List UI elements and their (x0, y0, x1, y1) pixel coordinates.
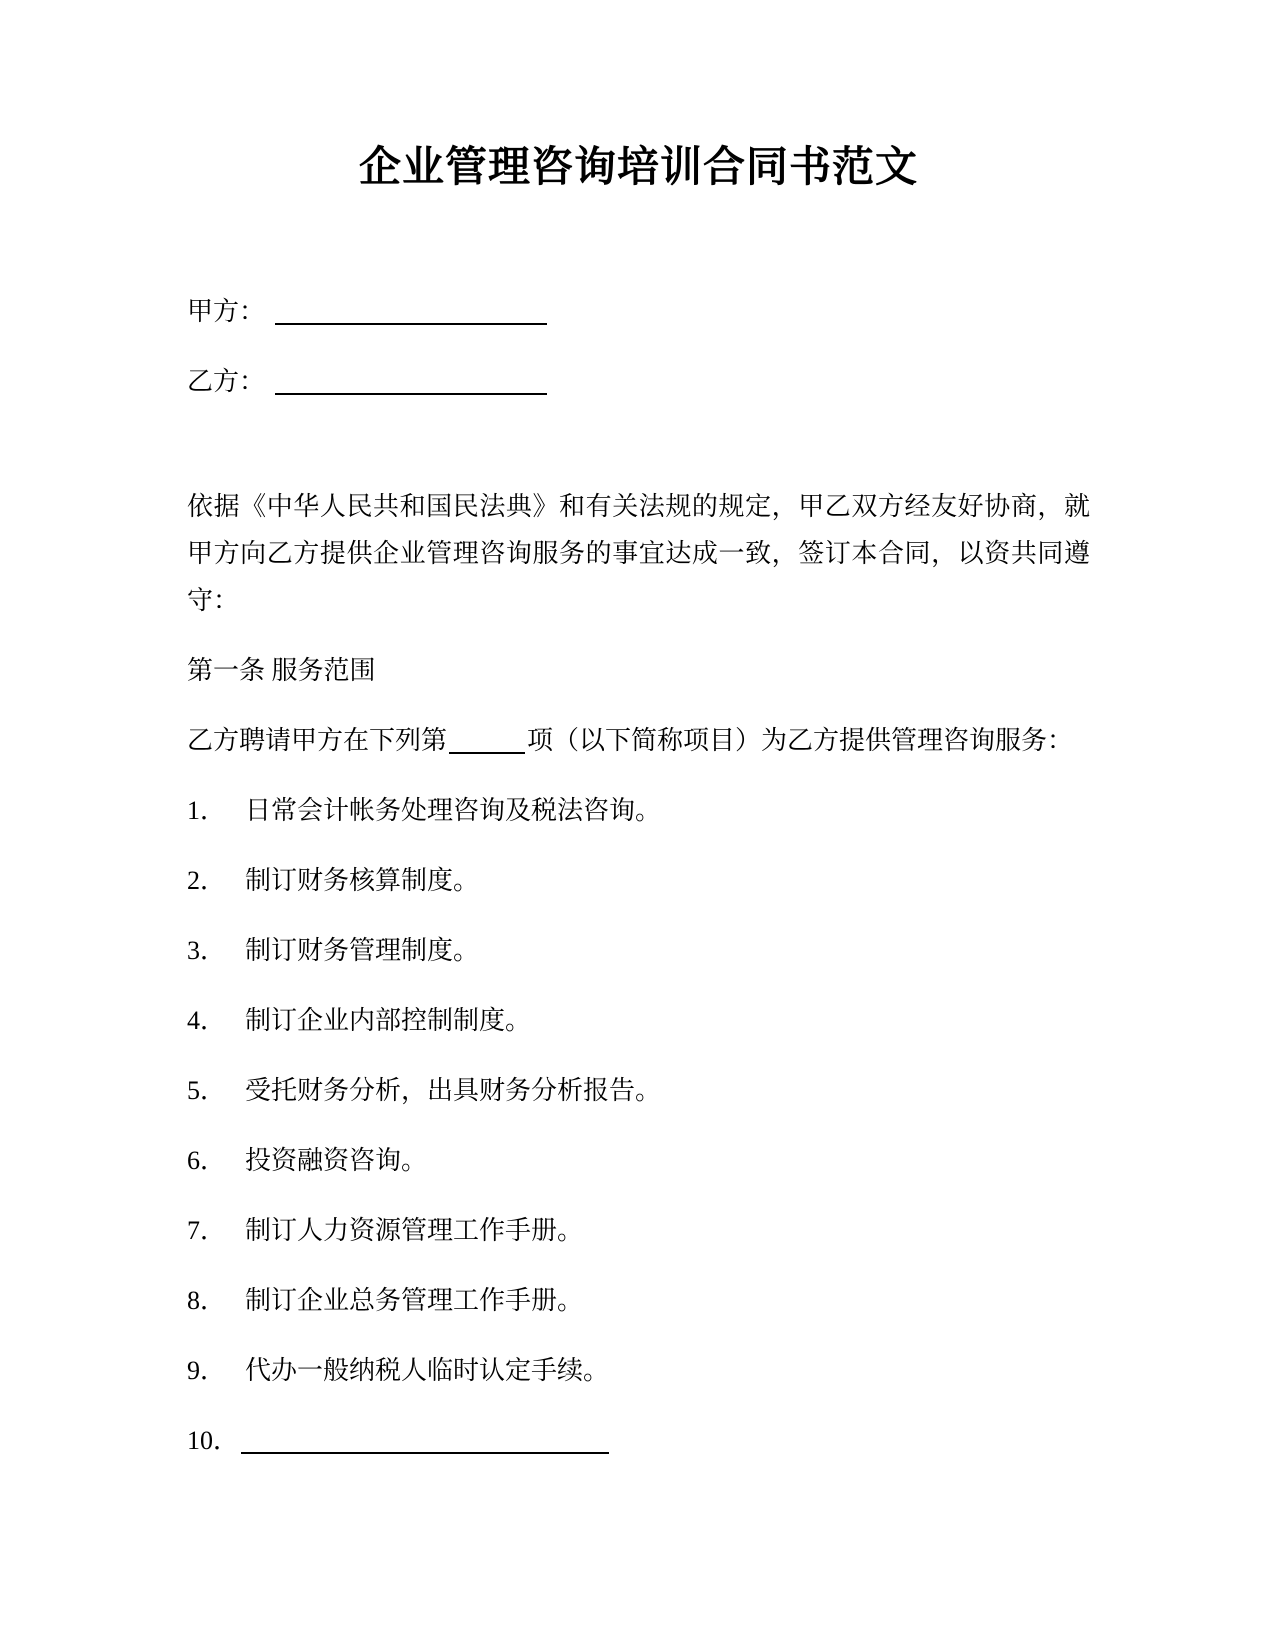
document-title: 企业管理咨询培训合同书范文 (358, 145, 918, 191)
party-b-label: 乙方： (187, 367, 266, 396)
clause-fill-in-line (449, 726, 525, 754)
service-item-text: 制订企业总务管理工作手册。 (245, 1286, 584, 1315)
service-item-number: 10． (187, 1426, 240, 1455)
service-item-text: 代办一般纳税人临时认定手续。 (245, 1356, 610, 1385)
service-item-number: 4． (187, 1006, 227, 1035)
party-a-row (187, 288, 1090, 335)
article-1-heading: 第一条 服务范围 (187, 656, 376, 685)
service-list-item (187, 787, 1090, 834)
service-item-number: 1． (187, 796, 227, 825)
service-item-text: 制订财务核算制度。 (245, 866, 480, 895)
party-b-fill-in-line (275, 367, 547, 395)
service-item-number: 6． (187, 1146, 227, 1175)
service-list-item (187, 927, 1090, 974)
service-scope-clause (187, 717, 1090, 764)
service-item-text: 受托财务分析，出具财务分析报告。 (245, 1076, 662, 1105)
service-item-number: 7． (187, 1216, 227, 1245)
service-item-number: 5． (187, 1076, 227, 1105)
service-list-item (187, 1277, 1090, 1324)
party-a-fill-in-line (275, 297, 547, 325)
service-item-text: 日常会计帐务处理咨询及税法咨询。 (245, 796, 662, 825)
service-item-number: 3． (187, 936, 227, 965)
service-item-fill-in-line (241, 1426, 609, 1454)
service-item-number: 2． (187, 866, 227, 895)
service-item-text: 投资融资咨询。 (245, 1146, 428, 1175)
party-b-row (187, 358, 1090, 405)
intro-paragraph: 依据《中华人民共和国民法典》和有关法规的规定，甲乙双方经友好协商，就甲方向乙方提供企业管理咨询服务的事宜达成一致，签订本合同，以资共同遵守： (187, 492, 1090, 615)
clause-text-after-blank: 项（以下简称项目）为乙方提供管理咨询服务： (527, 726, 1074, 755)
service-list-item (187, 997, 1090, 1044)
service-list-item (187, 1347, 1090, 1394)
service-item-text: 制订企业内部控制制度。 (245, 1006, 532, 1035)
party-a-label: 甲方： (187, 297, 266, 326)
service-item-text: 制订人力资源管理工作手册。 (245, 1216, 584, 1245)
service-list-item (187, 1207, 1090, 1254)
service-item-number: 8． (187, 1286, 227, 1315)
service-items-list (187, 787, 1090, 1464)
service-list-item (187, 1067, 1090, 1114)
service-list-item (187, 1417, 1090, 1464)
clause-text-before-blank: 乙方聘请甲方在下列第 (187, 726, 448, 755)
service-item-number: 9． (187, 1356, 227, 1385)
service-list-item (187, 1137, 1090, 1184)
service-item-text: 制订财务管理制度。 (245, 936, 480, 965)
service-list-item (187, 857, 1090, 904)
